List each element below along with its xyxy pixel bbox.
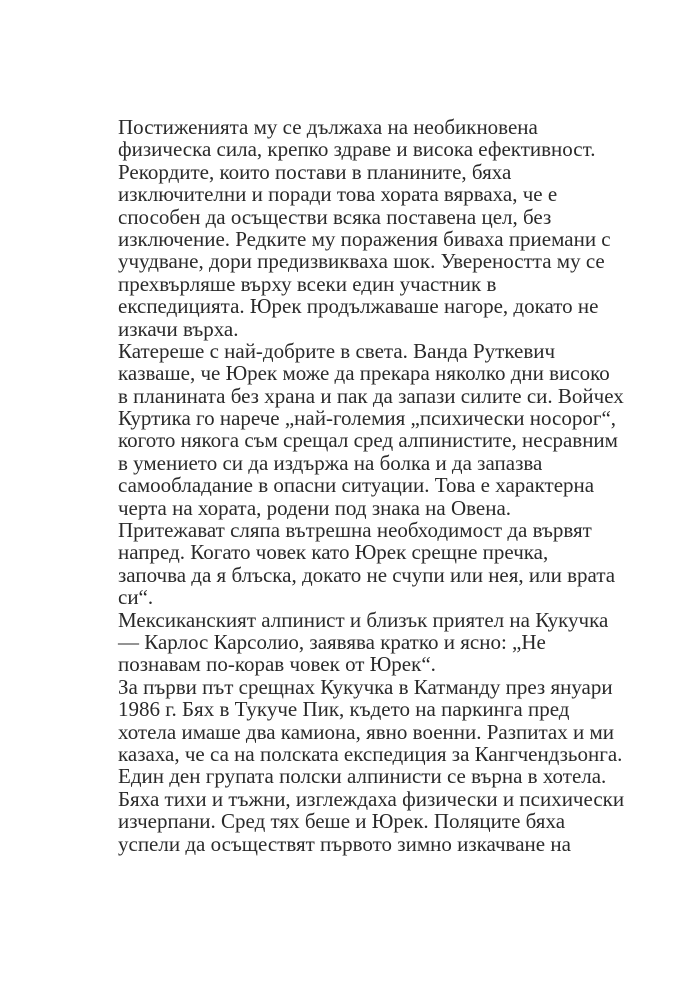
text-line: Притежават сляпа вътрешна необходимост да вървят: [118, 518, 592, 543]
text-line: Бяха тихи и тъжни, изглеждаха физически и психически: [118, 786, 625, 811]
text-line: За първи път срещнах Кукучка в Катманду през януари: [118, 674, 613, 699]
text-line: познавам по-корав човек от Юрек“.: [118, 652, 436, 677]
text-line: когото някога съм срещал сред алпинистите, несравним: [118, 428, 618, 453]
text-line: Куртика го нарече „най-големия „психически носорог“,: [118, 406, 617, 431]
text-line: Постиженията му се дължаха на необикновена: [118, 115, 538, 139]
text-line: успели да осъществят първото зимно изкачване на: [118, 831, 571, 856]
text-line: прехвърляше върху всеки един участник в: [118, 271, 497, 296]
text-line: в планината без храна и пак да запази силите си. Войчех: [118, 383, 624, 408]
text-line: способен да осъществи всяка поставена цел, без: [118, 204, 552, 229]
text-line: си“.: [118, 585, 154, 610]
text-line: започва да я блъска, докато не счупи или нея, или врата: [118, 562, 616, 587]
text-line: 1986 г. Бях в Тукуче Пик, където на паркинга пред: [118, 697, 570, 722]
text-line: в умението си да издържа на болка и да запазва: [118, 450, 543, 475]
text-line: експедицията. Юрек продължаваше нагоре, докато не: [118, 294, 599, 319]
text-line: изключение. Редките му поражения биваха приемани с: [118, 226, 611, 251]
text-line: учудване, дори предизвикваха шок. Увереността му се: [118, 249, 605, 274]
text-line: черта на хората, родени под знака на Овена.: [118, 495, 512, 520]
text-line: хотела имаше два камиона, явно военни. Разпитах и ми: [118, 719, 615, 744]
text-line: изкачи върха.: [118, 316, 239, 341]
text-line: Мексиканският алпинист и близък приятел на Кукучка: [118, 607, 609, 632]
text-line: изчерпани. Сред тях беше и Юрек. Поляците бяха: [118, 809, 566, 834]
text-line: Един ден групата полски алпинисти се върна в хотела.: [118, 764, 607, 789]
text-line: напред. Когато човек като Юрек срещне пречка,: [118, 540, 549, 565]
text-line: казваше, че Юрек може да прекара няколко дни високо: [118, 361, 610, 386]
text-line: физическа сила, крепко здраве и висока ефективност.: [118, 137, 596, 162]
text-line: Катереше с най-добрите в света. Ванда Руткевич: [118, 338, 556, 363]
text-line: — Карлос Карсолио, заявява кратко и ясно: „Не: [118, 629, 546, 654]
text-line: изключителни и поради това хората вярваха, че е: [118, 182, 558, 207]
text-line: Рекордите, които постави в планините, бяха: [118, 159, 512, 184]
body-text: [118, 115, 625, 856]
text-line: казаха, че са на полската експедиция за Кангчендзьонга.: [118, 741, 623, 766]
text-line: самообладание в опасни ситуации. Това е характерна: [118, 473, 595, 498]
